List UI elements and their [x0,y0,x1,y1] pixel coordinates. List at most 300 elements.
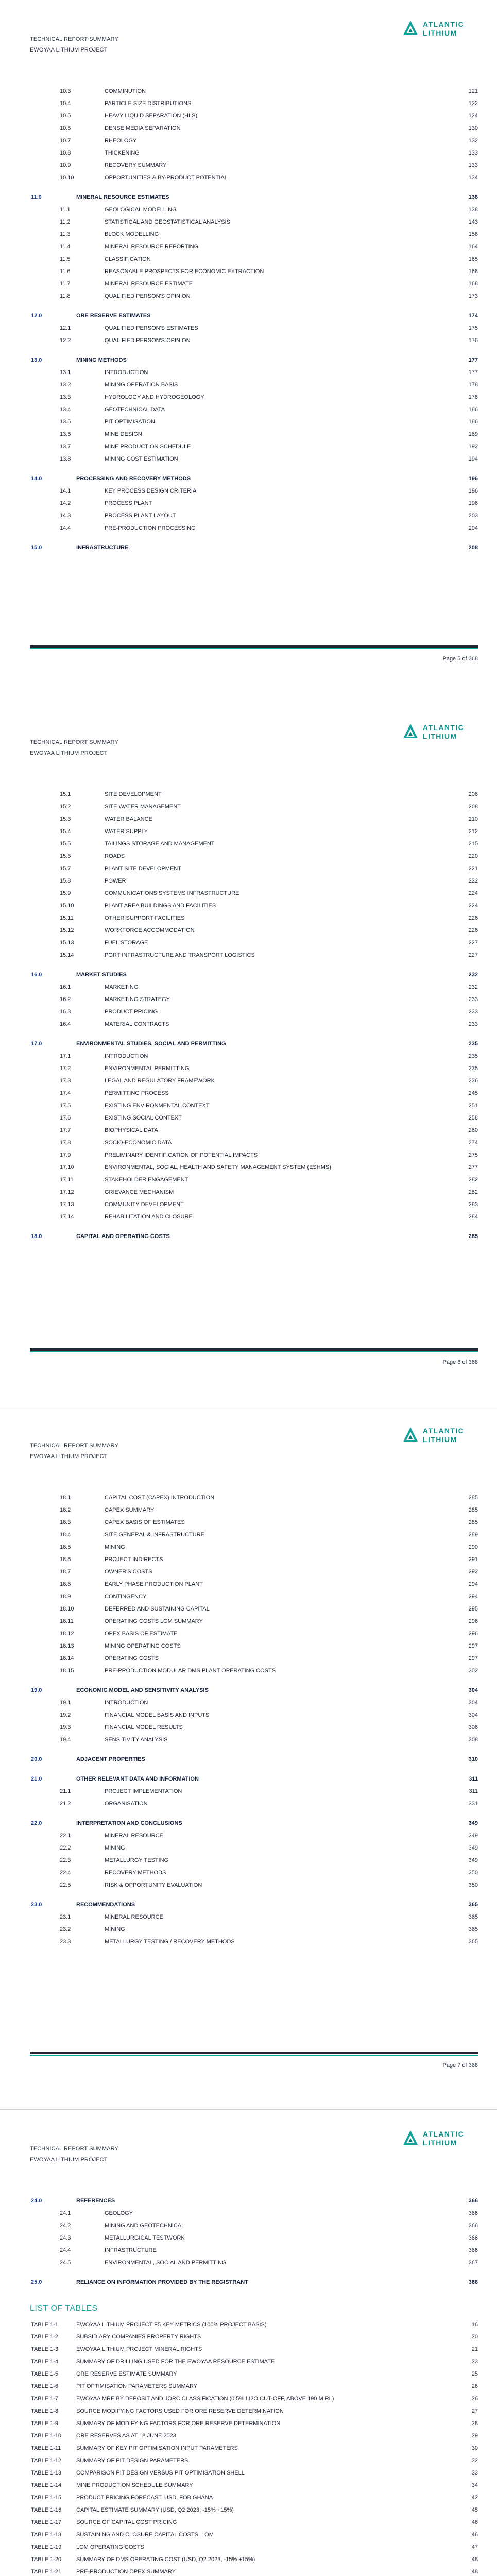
table-list-entry[interactable] [30,2405,478,2417]
toc-page-number: 227 [468,940,478,946]
toc-section-entry[interactable] [30,2195,478,2207]
toc-subsection-entry[interactable] [30,485,478,497]
toc-subsection-entry[interactable] [30,1854,478,1867]
toc-page-number: 311 [469,1776,478,1782]
toc-number: 18.3 [60,1519,71,1526]
toc-page-number: 366 [468,2247,478,2253]
toc-subsection-entry[interactable] [30,887,478,900]
page-footer: Page 7 of 368 [442,2062,478,2069]
toc-number: 22.3 [60,1857,71,1863]
toc-title: GEOLOGICAL MODELLING [105,207,177,213]
toc-title: RECOVERY SUMMARY [105,162,167,168]
company-logo [402,2128,478,2149]
toc-section-entry[interactable] [30,1753,478,1766]
toc-number: 14.3 [60,513,71,519]
toc-subsection-entry[interactable] [30,265,478,278]
toc-subsection-entry[interactable] [30,1553,478,1566]
toc-subsection-entry[interactable] [30,1161,478,1174]
toc-subsection-entry[interactable] [30,1578,478,1590]
toc-subsection-entry[interactable] [30,788,478,801]
toc-page-number: 310 [468,1756,478,1762]
toc-page-number: 196 [468,476,478,482]
toc-page-number: 204 [468,525,478,531]
toc-subsection-entry[interactable] [30,1615,478,1628]
toc-subsection-entry[interactable] [30,522,478,534]
toc-page-number: 295 [468,1606,478,1612]
toc-title: SITE WATER MANAGEMENT [105,804,181,810]
toc-subsection-entry[interactable] [30,1697,478,1709]
toc-page-number: 235 [468,1041,478,1047]
toc-subsection-entry[interactable] [30,1923,478,1936]
table-list-entry[interactable] [30,2492,478,2504]
toc-subsection-entry[interactable] [30,1087,478,1099]
toc-subsection-entry[interactable] [30,1075,478,1087]
toc-number: 10.6 [60,125,71,131]
toc-subsection-entry[interactable] [30,322,478,334]
table-title: EWOYAA LITHIUM PROJECT F5 KEY METRICS (100% PROJECT BASIS) [76,2321,267,2328]
toc-title: MINE PRODUCTION SCHEDULE [105,444,191,450]
toc-section-entry[interactable] [30,969,478,981]
toc-subsection-entry[interactable] [30,1018,478,1030]
table-page-number: 21 [471,2346,478,2352]
toc-title: INTRODUCTION [105,369,148,376]
toc-title: COMMINUTION [105,88,146,94]
toc-subsection-entry[interactable] [30,1911,478,1923]
toc-title: CAPITAL COST (CAPEX) INTRODUCTION [105,1495,215,1501]
table-number: TABLE 1-6 [31,2383,58,2389]
toc-subsection-entry[interactable] [30,1050,478,1062]
toc-page-number: 311 [469,1788,478,1794]
toc-title: SOCIO-ECONOMIC DATA [105,1140,172,1146]
toc-page-number: 283 [468,1201,478,1208]
toc-title: ENVIRONMENTAL, SOCIAL AND PERMITTING [105,2260,227,2266]
toc-page-number: 233 [468,1021,478,1027]
toc-subsection-entry[interactable] [30,110,478,122]
toc-subsection-entry[interactable] [30,1541,478,1553]
toc-subsection-entry[interactable] [30,1516,478,1529]
toc-page-number: 294 [468,1581,478,1587]
toc-subsection-entry[interactable] [30,1198,478,1211]
table-number: TABLE 1-3 [31,2346,58,2352]
toc-number: 15.6 [60,853,71,859]
toc-subsection-entry[interactable] [30,813,478,825]
toc-title: INTRODUCTION [105,1700,148,1706]
toc-number: 13.0 [31,357,42,363]
toc-title: CONTINGENCY [105,1594,147,1600]
toc-title: COMMUNITY DEVELOPMENT [105,1201,184,1208]
table-list-entry[interactable] [30,2442,478,2454]
toc-section-entry[interactable] [30,354,478,366]
table-page-number: 45 [471,2507,478,2513]
toc-subsection-entry[interactable] [30,1829,478,1842]
toc-subsection-entry[interactable] [30,453,478,465]
toc-subsection-entry[interactable] [30,1566,478,1578]
toc-number: 18.9 [60,1594,71,1600]
table-number: TABLE 1-12 [31,2458,62,2464]
toc-subsection-entry[interactable] [30,1211,478,1223]
toc-number: 17.2 [60,1065,71,1072]
toc-subsection-entry[interactable] [30,497,478,510]
table-list-entry[interactable] [30,2393,478,2405]
toc-title: PLANT AREA BUILDINGS AND FACILITIES [105,903,216,909]
table-list-entry[interactable] [30,2504,478,2516]
toc-page-number: 366 [468,2235,478,2241]
table-page-number: 20 [471,2334,478,2340]
toc-page-number: 304 [468,1687,478,1693]
toc-subsection-entry[interactable] [30,981,478,993]
table-page-number: 46 [471,2532,478,2538]
toc-subsection-entry[interactable] [30,216,478,228]
toc-subsection-entry[interactable] [30,97,478,110]
toc-number: 23.3 [60,1939,71,1945]
toc-number: 10.4 [60,100,71,107]
toc-title: RECOVERY METHODS [105,1870,166,1876]
toc-title: CAPEX BASIS OF ESTIMATES [105,1519,185,1526]
toc-number: 13.8 [60,456,71,462]
toc-subsection-entry[interactable] [30,403,478,416]
toc-subsection-entry[interactable] [30,825,478,838]
toc-page-number: 176 [468,337,478,344]
toc-number: 11.6 [60,268,71,275]
toc-subsection-entry[interactable] [30,134,478,147]
toc-subsection-entry[interactable] [30,2257,478,2269]
toc-number: 18.4 [60,1532,71,1538]
toc-subsection-entry[interactable] [30,1879,478,1891]
toc-subsection-entry[interactable] [30,949,478,961]
toc-page-number: 308 [468,1737,478,1743]
toc-title: MINERAL RESOURCE ESTIMATE [105,281,193,287]
toc-section-entry[interactable] [30,1899,478,1911]
toc-subsection-entry[interactable] [30,1062,478,1075]
toc-section-entry[interactable] [30,191,478,204]
toc-page-number: 297 [468,1655,478,1662]
logo-triangle-icon [402,2129,419,2146]
toc-title: CAPEX SUMMARY [105,1507,155,1513]
logo-text-lithium: LITHIUM [423,29,457,37]
toc-title: OPERATING COSTS LOM SUMMARY [105,1618,203,1624]
toc-subsection-entry[interactable] [30,1640,478,1652]
toc-section-entry[interactable] [30,1038,478,1050]
toc-title: MINING OPERATING COSTS [105,1643,181,1649]
toc-title: FINANCIAL MODEL RESULTS [105,1724,183,1731]
toc-title: GRIEVANCE MECHANISM [105,1189,174,1195]
toc-subsection-entry[interactable] [30,147,478,159]
toc-number: 18.8 [60,1581,71,1587]
toc-number: 12.2 [60,337,71,344]
table-list-entry[interactable] [30,2355,478,2368]
toc-page-number: 365 [468,1902,478,1908]
toc-subsection-entry[interactable] [30,1149,478,1161]
report-header-project: EWOYAA LITHIUM PROJECT [30,750,108,756]
toc-subsection-entry[interactable] [30,1112,478,1124]
toc-section-entry[interactable] [30,1684,478,1697]
table-title: PRODUCT PRICING FORECAST, USD, FOB GHANA [76,2495,213,2501]
table-list-entry[interactable] [30,2380,478,2393]
table-list-entry[interactable] [30,2368,478,2380]
toc-number: 17.3 [60,1078,71,1084]
table-list-entry[interactable] [30,2529,478,2541]
toc-page-number: 143 [468,219,478,225]
table-list-entry[interactable] [30,2553,478,2566]
table-number: TABLE 1-13 [31,2470,62,2476]
toc-subsection-entry[interactable] [30,838,478,850]
toc-title: ROADS [105,853,125,859]
table-page-number: 33 [471,2470,478,2476]
toc-number: 13.4 [60,406,71,413]
toc-page-number: 165 [468,256,478,262]
toc-subsection-entry[interactable] [30,253,478,265]
toc-subsection-entry[interactable] [30,993,478,1006]
toc-number: 18.11 [60,1618,74,1624]
toc-page-number: 122 [468,100,478,107]
table-page-number: 23 [471,2359,478,2365]
toc-subsection-entry[interactable] [30,1798,478,1810]
table-list-entry[interactable] [30,2454,478,2467]
toc-subsection-entry[interactable] [30,510,478,522]
toc-page-number: 350 [468,1882,478,1888]
table-list-entry[interactable] [30,2516,478,2529]
table-number: TABLE 1-1 [31,2321,58,2328]
report-header-project: EWOYAA LITHIUM PROJECT [30,47,108,53]
toc-page-number: 133 [468,150,478,156]
toc-subsection-entry[interactable] [30,1137,478,1149]
toc-page-number: 177 [468,357,478,363]
toc-page-number: 366 [468,2210,478,2216]
toc-subsection-entry[interactable] [30,122,478,134]
toc-title: MINE DESIGN [105,431,142,437]
table-list-entry[interactable] [30,2541,478,2553]
toc-subsection-entry[interactable] [30,1936,478,1948]
toc-subsection-entry[interactable] [30,241,478,253]
toc-section-entry[interactable] [30,1817,478,1829]
toc-page-number: 133 [468,162,478,168]
report-header-title: TECHNICAL REPORT SUMMARY [30,36,118,42]
toc-subsection-entry[interactable] [30,440,478,453]
toc-subsection-entry[interactable] [30,937,478,949]
toc-number: 11.3 [60,231,71,238]
toc-page-number: 282 [468,1189,478,1195]
toc-subsection-entry[interactable] [30,290,478,302]
table-list-entry[interactable] [30,2417,478,2430]
table-list-entry[interactable] [30,2430,478,2442]
toc-page-number: 331 [468,1801,478,1807]
toc-subsection-entry[interactable] [30,85,478,97]
toc-page-number: 289 [468,1532,478,1538]
toc-number: 17.6 [60,1115,71,1121]
table-number: TABLE 1-5 [31,2371,58,2377]
toc-subsection-entry[interactable] [30,1492,478,1504]
footer-accent-rule [30,2055,478,2056]
toc-subsection-entry[interactable] [30,1867,478,1879]
toc-page-number: 294 [468,1594,478,1600]
toc-title: THICKENING [105,150,140,156]
toc-subsection-entry[interactable] [30,1652,478,1665]
toc-subsection-entry[interactable] [30,2219,478,2232]
table-number: TABLE 1-7 [31,2396,58,2402]
toc-number: 17.4 [60,1090,71,1096]
toc-subsection-entry[interactable] [30,334,478,347]
toc-subsection-entry[interactable] [30,1721,478,1734]
toc-subsection-entry[interactable] [30,1842,478,1854]
toc-subsection-entry[interactable] [30,2232,478,2244]
toc-subsection-entry[interactable] [30,1006,478,1018]
toc-subsection-entry[interactable] [30,1709,478,1721]
toc-subsection-entry[interactable] [30,924,478,937]
toc-title: MINING AND GEOTECHNICAL [105,2223,185,2229]
toc-title: QUALIFIED PERSON'S ESTIMATES [105,325,198,331]
toc-title: PRE-PRODUCTION MODULAR DMS PLANT OPERATING COSTS [105,1668,276,1674]
toc-number: 17.7 [60,1127,71,1133]
toc-subsection-entry[interactable] [30,1124,478,1137]
toc-subsection-entry[interactable] [30,801,478,813]
toc-title: STAKEHOLDER ENGAGEMENT [105,1177,188,1183]
toc-subsection-entry[interactable] [30,428,478,440]
toc-page-number: 232 [468,984,478,990]
report-header-title: TECHNICAL REPORT SUMMARY [30,739,118,745]
table-list-entry[interactable] [30,2479,478,2492]
toc-page-number: 368 [468,2279,478,2285]
toc-number: 15.0 [31,545,42,551]
toc-section-entry[interactable] [30,310,478,322]
toc-number: 14.0 [31,476,42,482]
table-list-entry[interactable] [30,2343,478,2355]
table-of-contents [30,1492,478,1948]
toc-title: RHEOLOGY [105,138,137,144]
toc-number: 14.1 [60,488,71,494]
toc-subsection-entry[interactable] [30,379,478,391]
toc-title: INTERPRETATION AND CONCLUSIONS [76,1820,182,1826]
list-of-tables-heading: LIST OF TABLES [30,2304,98,2313]
toc-title: METALLURGICAL TESTWORK [105,2235,185,2241]
toc-number: 24.0 [31,2198,42,2204]
toc-page-number: 297 [468,1643,478,1649]
table-number: TABLE 1-18 [31,2532,62,2538]
toc-page-number: 124 [468,113,478,119]
toc-page-number: 367 [468,2260,478,2266]
toc-title: QUALIFIED PERSON'S OPINION [105,293,191,299]
toc-section-entry[interactable] [30,1773,478,1785]
toc-number: 19.3 [60,1724,71,1731]
toc-subsection-entry[interactable] [30,862,478,875]
toc-number: 15.9 [60,890,71,896]
toc-subsection-entry[interactable] [30,1504,478,1516]
toc-title: DENSE MEDIA SEPARATION [105,125,181,131]
toc-subsection-entry[interactable] [30,850,478,862]
toc-page-number: 235 [468,1065,478,1072]
toc-title: MINING [105,1845,125,1851]
toc-title: MINERAL RESOURCE [105,1833,163,1839]
toc-title: BLOCK MODELLING [105,231,159,238]
toc-section-entry[interactable] [30,1230,478,1243]
table-title: LOM OPERATING COSTS [76,2544,144,2550]
table-title: SUMMARY OF MODIFYING FACTORS FOR ORE RESERVE DETERMINATION [76,2420,281,2427]
table-list-entry[interactable] [30,2318,478,2331]
toc-subsection-entry[interactable] [30,204,478,216]
toc-subsection-entry[interactable] [30,1590,478,1603]
toc-section-entry[interactable] [30,472,478,485]
table-title: EWOYAA MRE BY DEPOSIT AND JORC CLASSIFICATION (0.5% LI2O CUT-OFF, ABOVE 190 M RL) [76,2396,334,2402]
table-list-entry[interactable] [30,2331,478,2343]
toc-number: 14.4 [60,525,71,531]
toc-title: EARLY PHASE PRODUCTION PLANT [105,1581,203,1587]
toc-section-entry[interactable] [30,541,478,554]
toc-number: 10.9 [60,162,71,168]
table-number: TABLE 1-17 [31,2519,62,2526]
toc-subsection-entry[interactable] [30,900,478,912]
toc-page-number: 132 [468,138,478,144]
toc-title: FUEL STORAGE [105,940,148,946]
toc-number: 16.4 [60,1021,71,1027]
toc-subsection-entry[interactable] [30,912,478,924]
toc-number: 16.3 [60,1009,71,1015]
toc-title: MINING COST ESTIMATION [105,456,178,462]
toc-subsection-entry[interactable] [30,159,478,172]
toc-title: STATISTICAL AND GEOSTATISTICAL ANALYSIS [105,219,230,225]
table-list-entry[interactable] [30,2467,478,2479]
toc-subsection-entry[interactable] [30,228,478,241]
toc-title: COMMUNICATIONS SYSTEMS INFRASTRUCTURE [105,890,239,896]
toc-subsection-entry[interactable] [30,1529,478,1541]
toc-subsection-entry[interactable] [30,1734,478,1746]
toc-section-entry[interactable] [30,2276,478,2289]
toc-page-number: 349 [468,1845,478,1851]
toc-page-number: 232 [468,972,478,978]
toc-subsection-entry[interactable] [30,1186,478,1198]
toc-page-number: 349 [468,1820,478,1826]
toc-subsection-entry[interactable] [30,875,478,887]
toc-subsection-entry[interactable] [30,1174,478,1186]
toc-number: 15.2 [60,804,71,810]
toc-number: 15.4 [60,828,71,835]
toc-title: GEOTECHNICAL DATA [105,406,165,413]
toc-subsection-entry[interactable] [30,2207,478,2219]
table-list-entry[interactable] [30,2566,478,2576]
toc-subsection-entry[interactable] [30,172,478,184]
toc-number: 21.0 [31,1776,42,1782]
toc-title: ADJACENT PROPERTIES [76,1756,145,1762]
toc-subsection-entry[interactable] [30,366,478,379]
toc-title: ENVIRONMENTAL STUDIES, SOCIAL AND PERMITTING [76,1041,226,1047]
toc-title: MINERAL RESOURCE REPORTING [105,244,199,250]
toc-number: 17.1 [60,1053,71,1059]
toc-subsection-entry[interactable] [30,391,478,403]
toc-title: RELIANCE ON INFORMATION PROVIDED BY THE REGISTRANT [76,2279,248,2285]
toc-number: 22.2 [60,1845,71,1851]
toc-number: 14.2 [60,500,71,506]
table-number: TABLE 1-10 [31,2433,62,2439]
toc-subsection-entry[interactable] [30,2244,478,2257]
table-page-number: 42 [471,2495,478,2501]
toc-subsection-entry[interactable] [30,416,478,428]
toc-number: 22.1 [60,1833,71,1839]
toc-subsection-entry[interactable] [30,1785,478,1798]
toc-title: RISK & OPPORTUNITY EVALUATION [105,1882,202,1888]
toc-number: 22.0 [31,1820,42,1826]
toc-number: 10.3 [60,88,71,94]
toc-page-number: 304 [468,1700,478,1706]
toc-number: 18.15 [60,1668,74,1674]
toc-subsection-entry[interactable] [30,1099,478,1112]
toc-subsection-entry[interactable] [30,1603,478,1615]
toc-subsection-entry[interactable] [30,1665,478,1677]
toc-subsection-entry[interactable] [30,1628,478,1640]
table-number: TABLE 1-9 [31,2420,58,2427]
toc-page-number: 186 [468,406,478,413]
toc-title: PROCESS PLANT [105,500,152,506]
toc-subsection-entry[interactable] [30,278,478,290]
logo-text-atlantic: ATLANTIC [423,20,465,28]
table-of-contents [30,788,478,1243]
